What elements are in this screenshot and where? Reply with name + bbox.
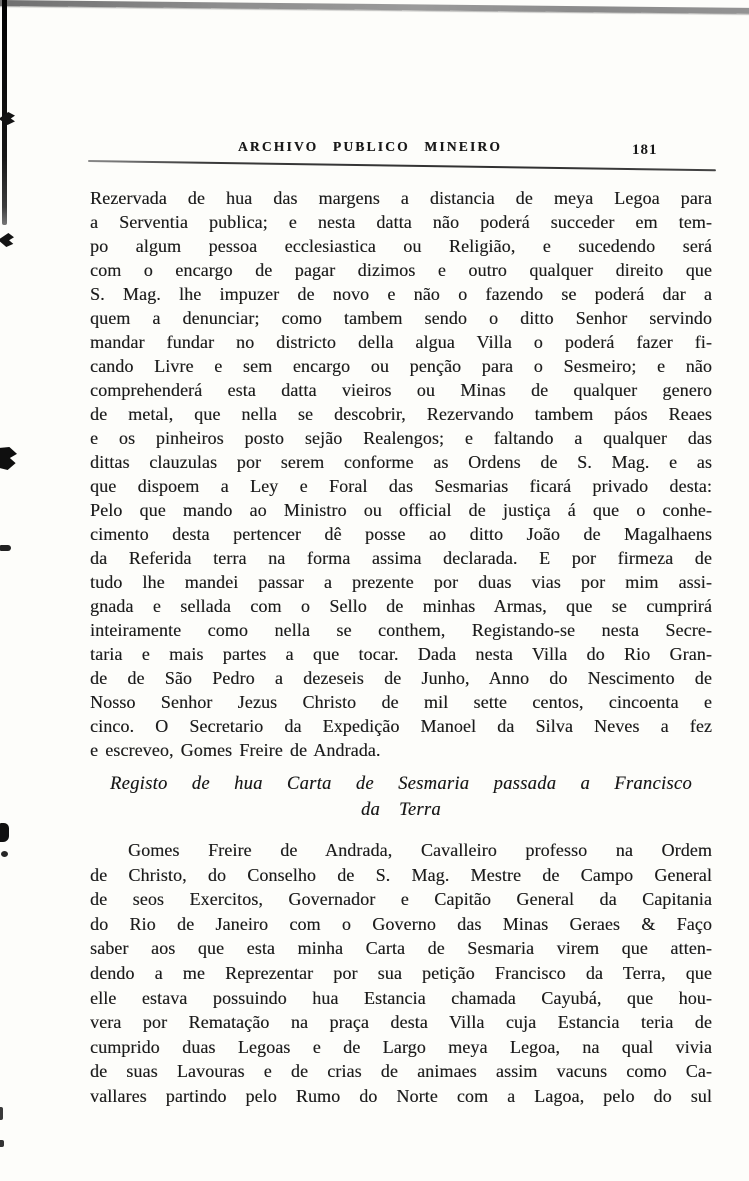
scan-mark — [0, 1107, 3, 1120]
text-line: taria e mais partes a que tocar. Dada nesta Villa do Rio Gran- — [90, 644, 712, 664]
scan-mark — [0, 1140, 4, 1147]
text-line: Rezervada de hua das margens a distancia de meya Legoa para — [90, 188, 712, 208]
text-line: quem a denunciar; como tambem sendo o ditto Senhor servindo — [90, 308, 712, 328]
text-line: a Serventia publica; e nesta datta não poderá succeder em tem- — [90, 212, 712, 232]
text-line: cumprido duas Legoas e de Largo meya Legoa, na qual vivia — [90, 1036, 712, 1057]
text-line: de Christo, do Conselho de S. Mag. Mestre de Campo General — [90, 864, 712, 885]
text-line: elle estava possuindo hua Estancia chamada Cayubá, que hou- — [90, 987, 712, 1008]
text-line: com o encargo de pagar dizimos e outro qualquer direito que — [90, 260, 712, 280]
text-line: S. Mag. lhe impuzer de novo e não o fazendo se poderá dar a — [90, 284, 712, 304]
paragraph-2 — [90, 838, 712, 1109]
text-line: Gomes Freire de Andrada, Cavalleiro professo na Ordem — [128, 840, 712, 860]
page-number: 181 — [632, 142, 658, 158]
text-line: e os pinheiros posto sejão Realengos; e faltando a qualquer das — [90, 428, 712, 448]
scan-mark — [0, 447, 17, 470]
section-heading — [90, 771, 712, 823]
text-line: vera por Rematação na praça desta Villa cuja Estancia teria de — [90, 1012, 712, 1033]
text-line: Pelo que mando ao Ministro ou official de justiça á que o conhe- — [90, 500, 712, 520]
text-line: e escreveo, Gomes Freire de Andrada. — [90, 740, 381, 760]
text-line: do Rio de Janeiro com o Governo das Minas Geraes & Faço — [90, 913, 712, 934]
text-line: de metal, que nella se descobrir, Rezervando tambem páos Reaes — [90, 404, 712, 424]
scan-mark — [0, 823, 9, 842]
paragraph-1 — [90, 186, 712, 762]
scan-mark — [1, 851, 8, 857]
text-line: cando Livre e sem encargo ou penção para o Sesmeiro; e não — [90, 356, 712, 376]
text-line: gnada e sellada com o Sello de minhas Armas, que se cumprirá — [90, 596, 712, 616]
text-line: de seos Exercitos, Governador e Capitão General da Capitania — [90, 889, 712, 910]
text-line: cimento desta pertencer dê posse ao ditto João de Magalhaens — [90, 524, 712, 544]
text-line: inteiramente como nella se conthem, Registando-se nesta Secre- — [90, 620, 712, 640]
text-line: de suas Lavouras e de crias de animaes assim vacuns como Ca- — [90, 1061, 712, 1082]
text-line: que dispoem a Ley e Foral das Sesmarias ficará privado desta: — [90, 476, 712, 496]
text-line: Nosso Senhor Jezus Christo de mil sette centos, cincoenta e — [90, 692, 712, 712]
text-line: de de São Pedro a dezeseis de Junho, Anno do Nescimento de — [90, 668, 712, 688]
text-line: vallares partindo pelo Rumo do Norte com a Lagoa, pelo do sul — [90, 1085, 712, 1106]
text-line: dittas clauzulas por serem conforme as Ordens de S. Mag. e as — [90, 452, 712, 472]
section-heading-line-2: da Terra — [361, 800, 441, 820]
scan-mark — [0, 233, 14, 247]
scan-top-edge-band — [0, 0, 749, 14]
text-line: dendo a me Reprezentar por sua petição Francisco da Terra, que — [90, 962, 712, 983]
section-heading-line-1: Registo de hua Carta de Sesmaria passada a Francisco — [110, 774, 692, 794]
scan-mark — [0, 545, 11, 551]
text-line: po algum pessoa ecclesiastica ou Religião, e sucedendo será — [90, 236, 712, 256]
text-line: da Referida terra na forma assima declarada. E por firmeza de — [90, 548, 712, 568]
scan-binding-bar — [2, 0, 7, 225]
text-line: saber aos que esta minha Carta de Sesmaria virem que atten- — [90, 938, 712, 959]
text-line: cinco. O Secretario da Expedição Manoel da Silva Neves a fez — [90, 716, 712, 736]
text-line: mandar fundar no districto della algua Villa o poderá fazer fi- — [90, 332, 712, 352]
text-line: comprehenderá esta datta vieiros ou Minas de qualquer genero — [90, 380, 712, 400]
text-line: tudo lhe mandei passar a prezente por duas vias por mim assi- — [90, 572, 712, 592]
running-header-title: ARCHIVO PUBLICO MINEIRO — [237, 139, 503, 154]
header-rule — [88, 160, 716, 171]
